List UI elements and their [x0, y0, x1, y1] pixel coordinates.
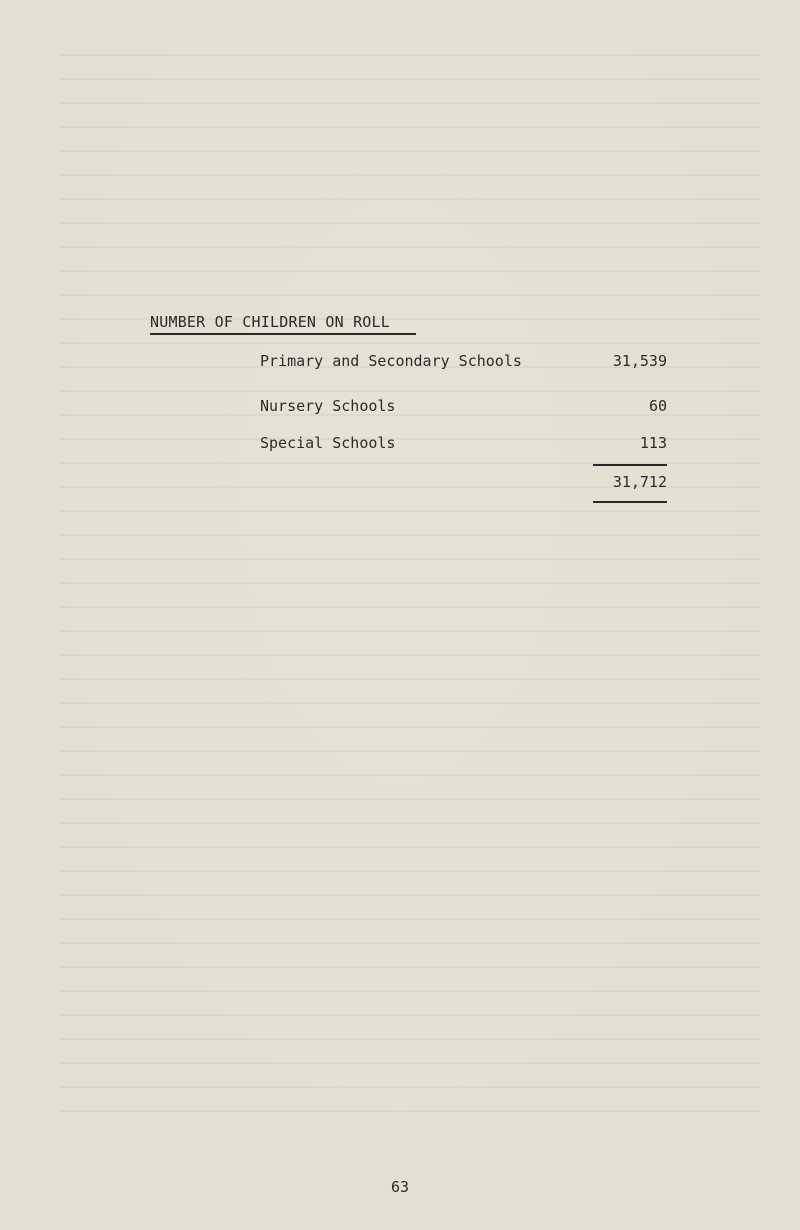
- row-label-special: Special Schools: [260, 434, 396, 452]
- show-through-background: [60, 40, 760, 1120]
- sum-rule-bottom: [593, 501, 667, 503]
- row-value-primary-secondary: 31,539: [612, 352, 667, 370]
- sum-rule-top: [593, 464, 667, 466]
- row-value-nursery: 60: [648, 397, 667, 415]
- section-heading: NUMBER OF CHILDREN ON ROLL: [150, 313, 390, 331]
- heading-underline: [150, 333, 416, 335]
- row-label-nursery: Nursery Schools: [260, 397, 396, 415]
- total-value: 31,712: [612, 473, 667, 491]
- page-number: 63: [390, 1178, 410, 1196]
- row-label-primary-secondary: Primary and Secondary Schools: [260, 352, 522, 370]
- row-value-special: 113: [639, 434, 667, 452]
